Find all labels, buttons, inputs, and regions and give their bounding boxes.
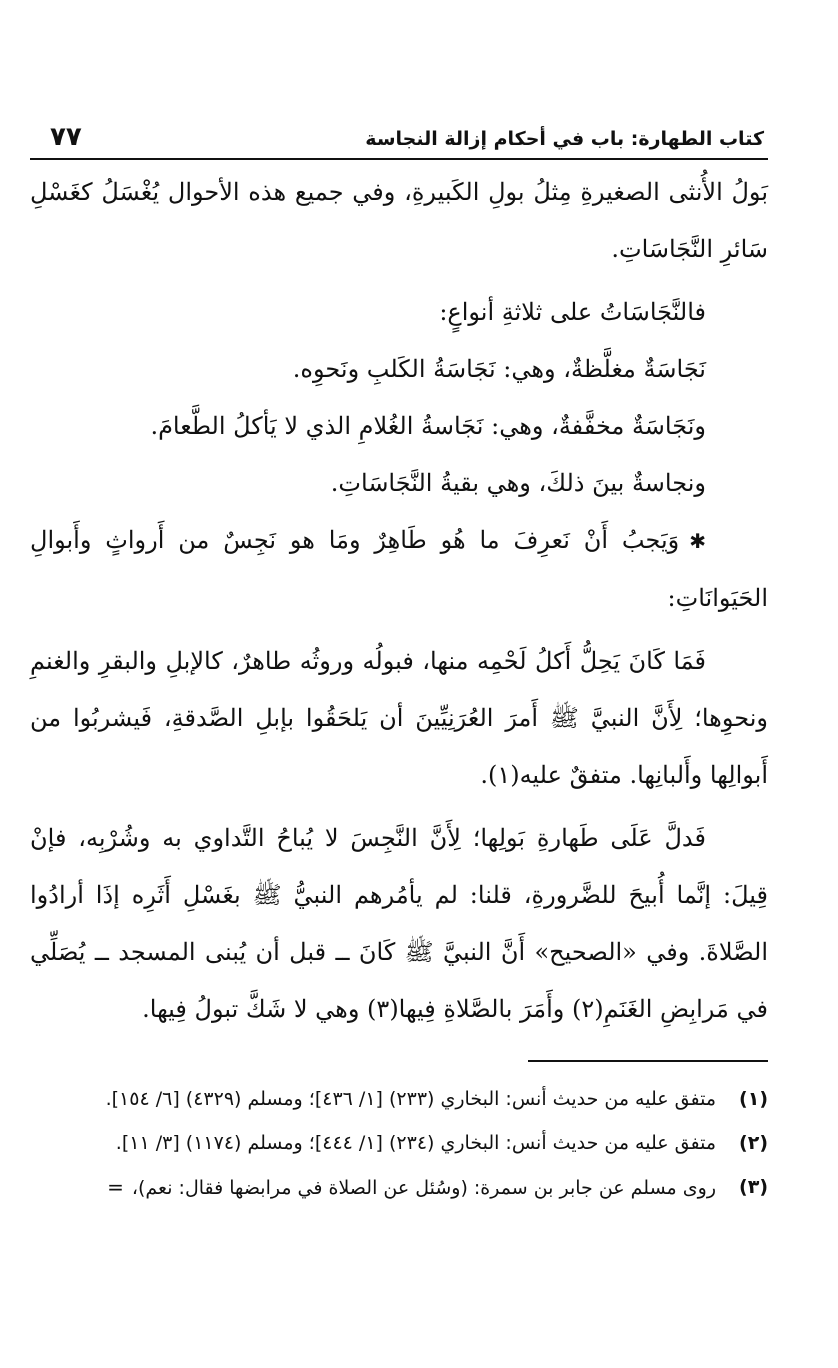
- footnote-text-body: روى مسلم عن جابر بن سمرة: (وسُئل عن الصلاة في مرابضها فقال: نعم)،: [131, 1177, 716, 1199]
- footnote-text: متفق عليه من حديث أنس: البخاري (٢٣٣) [١/ ٤٣٦]؛ ومسلم (٤٣٢٩) [٦/ ١٥٤].: [105, 1088, 716, 1110]
- paragraph-text: وَيَجبُ أَنْ نَعرِفَ ما هُو طَاهِرٌ ومَا هو نَجِسٌ من أَرواثٍ وأَبوالِ الحَيَوانَاتِ:: [30, 526, 768, 612]
- footnote-number: (١): [739, 1088, 768, 1110]
- running-title: كتاب الطهارة: باب في أحكام إزالة النجاسة: [365, 128, 764, 150]
- paragraph: ونجاسةٌ بينَ ذلكَ، وهي بقيةُ النَّجَاسَاتِ.: [330, 469, 706, 497]
- footnote: [30, 1122, 768, 1164]
- paragraph-with-star: [30, 512, 768, 627]
- paragraph: نَجَاسَةٌ مغلَّظةٌ، وهي: نَجَاسَةُ الكَلبِ ونَحوِه.: [292, 355, 706, 383]
- footnote-number: (٢): [739, 1132, 768, 1154]
- page-header: [30, 118, 768, 160]
- footnotes: [30, 1078, 768, 1209]
- main-text: [30, 164, 768, 1038]
- paragraph: فالنَّجَاسَاتُ على ثلاثةِ أنواعٍ:: [439, 298, 706, 326]
- paragraph: ونَجَاسَةٌ مخفَّفةٌ، وهي: نَجَاسةُ الغُلامِ الذي لا يَأكلُ الطَّعامَ.: [150, 412, 706, 440]
- footnote-separator: [528, 1060, 768, 1062]
- continuation-mark: =: [107, 1175, 124, 1199]
- paragraph: فَمَا كَانَ يَحِلُّ أَكلُ لَحْمِه منها، فبولُه وروثُه طاهرٌ، كالإبلِ والبقرِ والغنمِ ونحوِها؛ لِأَنَّ النبيَّ ﷺ أَمرَ العُرَنِيِّينَ أن يَلحَقُوا بإبلِ الصَّدقةِ، فَيشربُوا من أَبوالِها وأَلبانِها. متفقٌ عليه(١).: [30, 647, 768, 789]
- book-page: [30, 118, 768, 1211]
- footnote-text: متفق عليه من حديث أنس: البخاري (٢٣٤) [١/ ٤٤٤]؛ ومسلم (١١٧٤) [٣/ ١١].: [115, 1132, 716, 1154]
- page-number: ٧٧: [50, 122, 82, 152]
- paragraph: بَولُ الأُنثى الصغيرةِ مِثلُ بولِ الكَبيرةِ، وفي جميع هذه الأحوال يُغْسَلُ كغَسْلِ سَائرِ النَّجَاسَاتِ.: [30, 178, 768, 263]
- footnote: [30, 1166, 768, 1209]
- star-icon: ✱: [689, 529, 706, 553]
- footnote-number: (٣): [739, 1176, 768, 1198]
- footnote: [30, 1078, 768, 1120]
- paragraph: فَدلَّ عَلَى طَهارةِ بَولِها؛ لِأَنَّ النَّجِسَ لا يُباحُ التَّداوي به وشُرْبِه، فإنْ قِيلَ: إنَّما أُبيحَ للضَّرورةِ، قلنا: لم يأمُرهم النبيُّ ﷺ بغَسْلِ أَثَرِه إذَا أرادُوا الصَّلاةَ. وفي «الصحيح» أَنَّ النبيَّ ﷺ كَانَ ــ قبل أن يُبنى المسجد ــ يُصَلِّي في مَرابِضِ الغَنَمِ(٢) وأَمَرَ بالصَّلاةِ فِيها(٣) وهي لا شَكَّ تبولُ فِيها.: [30, 824, 768, 1023]
- footnote-text: [30, 1166, 716, 1209]
